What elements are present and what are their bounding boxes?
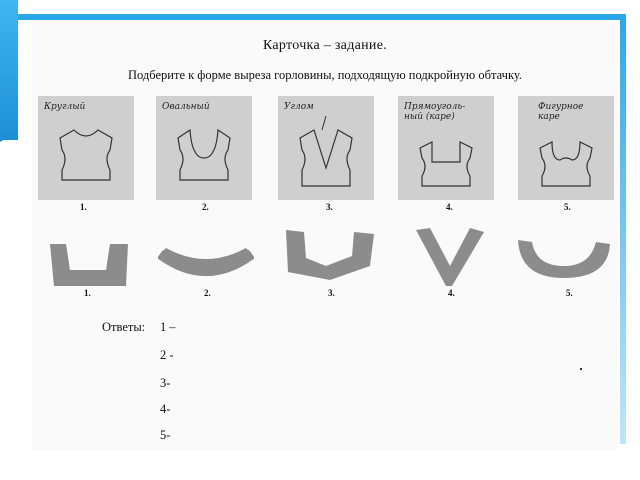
- neckline-card-figured: [518, 96, 614, 200]
- facing-number: 4.: [448, 288, 455, 298]
- facing-number: 3.: [328, 288, 335, 298]
- neckline-number: 3.: [326, 202, 333, 212]
- slide-frame-top: [18, 14, 626, 20]
- neckline-card-oval: [156, 96, 252, 200]
- facing-number: 1.: [84, 288, 91, 298]
- neckline-number: 2.: [202, 202, 209, 212]
- slide-frame-right: [620, 14, 626, 444]
- facing-number: 2.: [204, 288, 211, 298]
- facing-v: [414, 226, 486, 288]
- scan-speck: [580, 368, 582, 370]
- facing-arc: [158, 244, 254, 284]
- neckline-number: 4.: [446, 202, 453, 212]
- worksheet-scan: [32, 22, 618, 450]
- slide-accent-notch: [0, 132, 18, 142]
- neckline-label: Прямоуголь- ный (каре): [404, 102, 466, 122]
- neckline-label: Фигурное каре: [538, 102, 584, 122]
- neckline-label: Круглый: [44, 102, 86, 112]
- facing-deep-arc: [514, 236, 614, 282]
- answer-line-5: 5-: [160, 428, 171, 442]
- answer-line-2: 2 -: [160, 348, 174, 362]
- answer-line-4: 4-: [160, 402, 171, 416]
- neckline-number: 1.: [80, 202, 87, 212]
- slide-accent-bar: [0, 0, 18, 140]
- facing-square: [284, 228, 376, 282]
- facing-u-flat: [48, 240, 132, 290]
- answer-line-1: 1 –: [160, 320, 176, 334]
- neckline-card-v: [278, 96, 374, 200]
- neckline-label: Углом: [284, 102, 314, 112]
- neckline-card-square: [398, 96, 494, 200]
- answers-label: Ответы:: [102, 320, 146, 334]
- neckline-number: 5.: [564, 202, 571, 212]
- worksheet-instruction: Подберите к форме выреза горловины, подходящую подкройную обтачку.: [128, 68, 522, 82]
- neckline-label: Овальный: [162, 102, 210, 112]
- worksheet-title: Карточка – задание.: [262, 38, 388, 53]
- facing-number: 5.: [566, 288, 573, 298]
- neckline-card-round: [38, 96, 134, 200]
- answer-line-3: 3-: [160, 376, 171, 390]
